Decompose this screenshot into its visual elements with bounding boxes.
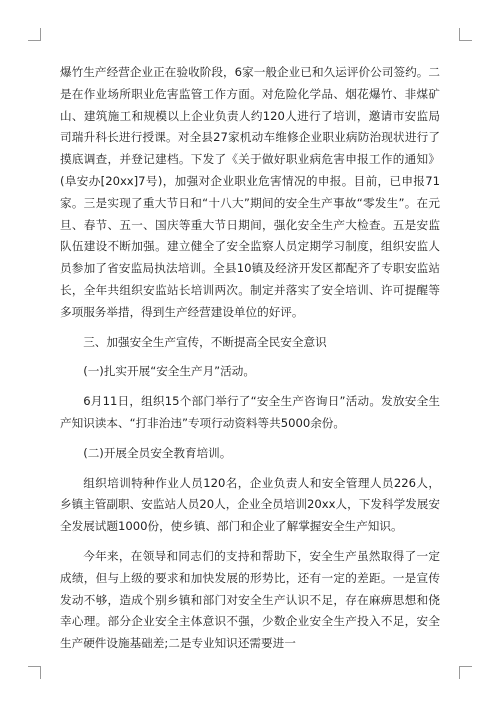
crop-mark-top-left bbox=[28, 28, 41, 41]
crop-mark-bottom-right bbox=[459, 666, 472, 679]
crop-mark-top-right bbox=[459, 28, 472, 41]
paragraph-shortcomings: 今年来，在领导和同志们的支持和帮助下，安全生产虽然取得了一定成绩，但与上级的要求和加快发展的形势比，还有一定的差距。一是宣传发动不够，造成个别乡镇和部门对安全生产认识不足，存在麻痹思想和侥幸心理。部分企业安全主体意识不强，少数企业安全生产投入不足，安全生产硬件设施基础差;二是专业知识还需要进一 bbox=[60, 548, 440, 651]
crop-mark-bottom-left bbox=[28, 666, 41, 679]
document-body bbox=[60, 62, 440, 655]
paragraph-continued-report: 爆竹生产经营企业正在验收阶段，6家一般企业已和久运评价公司签约。二是在作业场所职业危害监管工作方面。对危险化学品、烟花爆竹、非煤矿山、建筑施工和规模以上企业负责人约120人进行了培训，邀请市安监局司瑞升科长进行授课。对全县27家机动车维修企业职业病防治现状进行了摸底调查，并登记建档。下发了《关于做好职业病危害申报工作的通知》(阜安办[20xx]7号)，加强对企业职业危害情况的申报。目前，已申报71家。三是实现了重大节日和“十八大”期间的安全生产事故“零发生”。在元旦、春节、五一、国庆等重大节日期间，强化安全生产大检查。五是安监队伍建设不断加强。建立健全了安全监察人员定期学习制度，组织安监人员参加了省安监局执法培训。全县10镇及经济开发区都配齐了专职安监站长，全年共组织安监站长培训两次。制定并落实了安全培训、许可提醒等多项服务举措，得到生产经营建设单位的好评。 bbox=[60, 65, 440, 319]
subheading-safety-month: (一)扎实开展“安全生产月”活动。 bbox=[83, 364, 255, 379]
paragraph-training-details: 组织培训特种作业人员120名，企业负责人和安全管理人员226人，乡镇主管副职、安监站人员20人，企业全员培训20xx人，下发科学发展安全发展试题1000份，使乡镇、部门和企业了解掌握安全生产知识。 bbox=[60, 475, 440, 534]
paragraph-consultation-day: 6月11日，组织15个部门举行了“安全生产咨询日”活动。发放安全生产知识读本、“打非治违”专项行动资料等共5000余份。 bbox=[60, 394, 440, 430]
section-heading-safety-publicity: 三、加强安全生产宣传，不断提高全民安全意识 bbox=[83, 334, 327, 349]
subheading-safety-training: (二)开展全员安全教育培训。 bbox=[83, 445, 232, 460]
